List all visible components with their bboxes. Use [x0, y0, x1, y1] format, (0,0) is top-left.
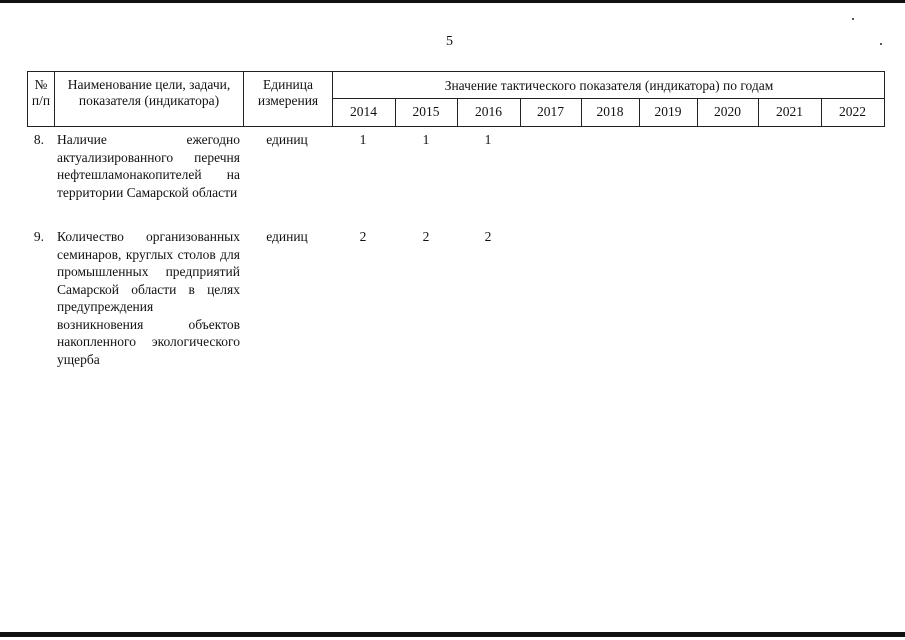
top-border-rule	[0, 0, 905, 3]
year-header: 2014	[350, 104, 377, 119]
row-number: 9.	[33, 229, 44, 244]
year-header: 2021	[776, 104, 803, 119]
indicator-value: 1	[422, 132, 430, 147]
indicator-value: 2	[422, 229, 430, 244]
year-header: 2016	[475, 104, 502, 119]
indicator-name: Количество организованных семинаров, круглых столов для промышленных предприятий Самарской области в целях предупреждения возникновения объектов накопленного экологического ущерба	[57, 229, 240, 367]
indicator-value: 2	[359, 229, 367, 244]
year-header: 2018	[596, 104, 624, 119]
indicator-name: Наличие ежегодно актуализированного перечня нефтешламонакопителей на территории Самарской области	[57, 132, 240, 200]
measurement-unit: единиц	[266, 132, 308, 147]
year-header: 2015	[412, 104, 440, 119]
indicator-value: 1	[359, 132, 367, 147]
header-left-border	[27, 71, 28, 127]
header-bottom-border	[27, 126, 885, 127]
header-name-column: Наименование цели, задачи, показателя (индикатора)	[67, 77, 231, 108]
bottom-border-rule	[0, 632, 905, 637]
col-divider	[243, 71, 244, 127]
header-top-border	[27, 71, 885, 72]
year-header: 2019	[654, 104, 682, 119]
year-header: 2022	[839, 104, 866, 119]
indicator-value: 1	[484, 132, 492, 147]
table-header	[27, 71, 885, 127]
measurement-unit: единиц	[266, 229, 308, 244]
col-divider	[54, 71, 55, 127]
year-header: 2020	[714, 104, 741, 119]
page-number: 5	[446, 34, 453, 49]
header-values-group: Значение тактического показателя (индикатора) по годам	[444, 78, 774, 93]
years-divider	[332, 98, 885, 99]
header-unit-column: Единица измерения	[257, 77, 319, 108]
scan-speck	[880, 43, 882, 45]
indicator-value: 2	[484, 229, 492, 244]
header-number-column: № п/п	[31, 77, 51, 108]
scan-speck	[852, 18, 854, 20]
row-number: 8.	[33, 132, 44, 147]
year-header: 2017	[537, 104, 564, 119]
